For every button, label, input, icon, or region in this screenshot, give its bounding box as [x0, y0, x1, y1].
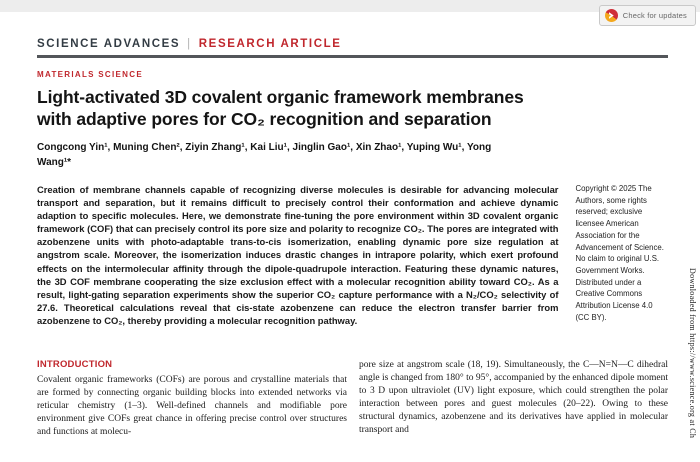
- authors-line: Congcong Yin¹, Muning Chen², Ziyin Zhang¹, Kai Liu¹, Jinglin Gao¹, Xin Zhao¹, Yuping Wu¹, Yong Wang¹*: [37, 142, 492, 168]
- intro-paragraph-right: pore size at angstrom scale (18, 19). Simultaneously, the C—N=N—C dihedral angle is changed from 180° to 95°, accompanied by the enhanced dipole moment to 3 D upon ultraviolet (UV) light exposure, which could strengthen the polar interaction between pores and guest molecules (20–22). Owing to these structural dynamics, azobenzene and its derivatives have applied in molecular transport and: [359, 360, 668, 436]
- intro-paragraph-left: Covalent organic frameworks (COFs) are porous and crystalline materials that are formed by connecting organic building blocks into extended networks via reticular chemistry (1–3). Well-defined channels and modifiable pore environment give COFs great chance in offering precise control over structures and functions at molecu-: [37, 375, 347, 438]
- section-kicker: MATERIALS SCIENCE: [37, 70, 143, 79]
- copyright-note: Copyright © 2025 The Authors, some rights reserved; exclusive licensee American Association for the Advancement of Science. No claim to original U.S. Government Works. Distributed under a Creative Commons Attribution License 4.0 (CC BY).: [575, 184, 664, 322]
- body-columns: [37, 359, 668, 439]
- page-content: [37, 0, 668, 439]
- abstract-row: [37, 183, 668, 327]
- download-watermark: Downloaded from https://www.science.org at Ch: [688, 268, 697, 439]
- masthead: [37, 38, 668, 50]
- article-type-label: RESEARCH ARTICLE: [198, 38, 342, 50]
- article-title: Light-activated 3D covalent organic framework membranes with adaptive pores for CO₂ recognition and separation: [37, 87, 524, 129]
- masthead-rule: [37, 55, 668, 58]
- check-for-updates-label: Check for updates: [622, 11, 687, 20]
- journal-name: SCIENCE ADVANCES: [37, 38, 181, 50]
- left-column: [37, 359, 347, 439]
- masthead-separator: |: [187, 38, 192, 50]
- right-column: [359, 359, 668, 439]
- introduction-heading: INTRODUCTION: [37, 359, 113, 371]
- abstract-text: Creation of membrane channels capable of recognizing diverse molecules is desirable for advancing molecular transport and separation, but it remains difficult to precisely control their conformation and achieve dynamic adaption to specific molecules. Here, we demonstrate fine-tuning the pore environment within 3D covalent organic framework (COF) that can precisely control its pore size and polarity to recognize CO₂. The pores are integrated with azobenzene units with photo-adaptable trans-to-cis isomerization, enabling dynamic pore size regulation at angstrom scale. Moreover, the isomerization induces drastic changes in intrapore polarity, which exert profound effects on the intermolecular affinity through the dipole-quadrupole interaction. Featuring these dynamic natures, the 3D COF membrane cooperating the size exclusion effect with a molecular recognition ability toward CO₂. As a result, light-gating separation experiments show the superior CO₂ capture performance with a N₂/CO₂ selectivity of 27.6. Theoretical calculations reveal that cis-state azobenzene can reduce the electron transfer barrier from azobenzene to CO₂, thereby providing a molecular recognition pathway.: [37, 184, 559, 326]
